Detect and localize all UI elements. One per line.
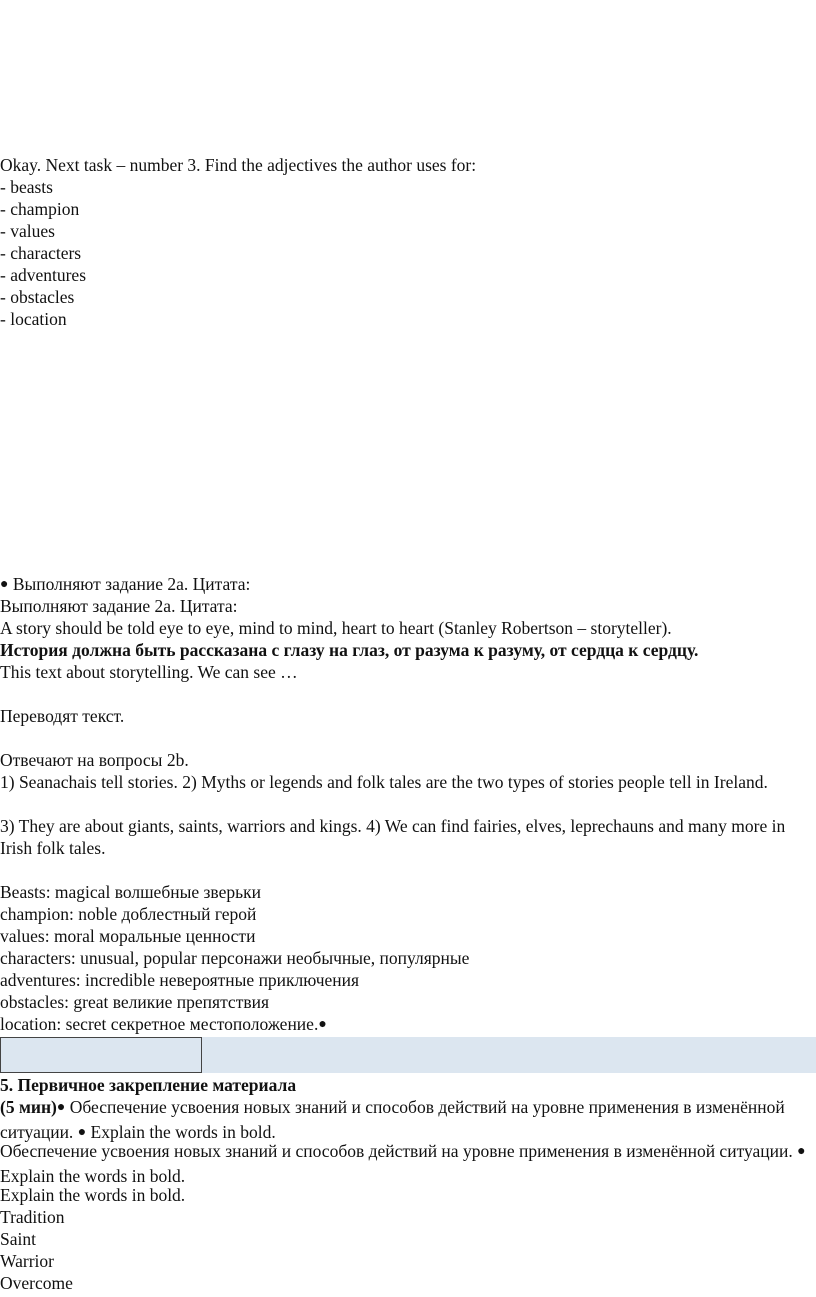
adjective-line-last <box>0 1013 327 1038</box>
paragraph-text: Обеспечение усвоения новых знаний и способов действий на уровне применения в изменённой ситуации. <box>0 1097 785 1142</box>
text-about: This text about storytelling. We can see … <box>0 662 298 682</box>
table-cell <box>0 1037 202 1073</box>
task-repeat: Выполняют задание 2a. Цитата: <box>0 596 238 616</box>
task-item: - characters <box>0 243 82 263</box>
adjective-line: adventures: incredible невероятные приключения <box>0 970 360 990</box>
explain-line: Explain the words in bold. <box>0 1185 186 1205</box>
adjective-line: Beasts: magical волшебные зверьки <box>0 882 261 902</box>
adjective-line: obstacles: great великие препятствия <box>0 992 270 1012</box>
bullet-icon: ● <box>797 1144 806 1159</box>
bullet-icon: ● <box>318 1017 327 1032</box>
adjective-line: characters: unusual, popular персонажи необычные, популярные <box>0 948 470 968</box>
section5-paragraph <box>0 1140 812 1187</box>
word-item: Saint <box>0 1229 36 1249</box>
adjective-line: champion: noble доблестный герой <box>0 904 257 924</box>
answers-heading: Отвечают на вопросы 2b. <box>0 750 189 770</box>
adjective-text: location: secret секретное местоположение. <box>0 1014 319 1034</box>
task-item: - values <box>0 221 55 241</box>
paragraph-text: Explain the words in bold. <box>86 1122 276 1142</box>
answers-paragraph: 3) They are about giants, saints, warriors and kings. 4) We can find fairies, elves, leprechauns and many more in Irish folk tales. <box>0 816 786 858</box>
bullet-icon: ● <box>0 577 9 592</box>
paragraph-text: Explain the words in bold. <box>0 1166 186 1186</box>
translate-line: Переводят текст. <box>0 706 125 726</box>
quote-english: A story should be told eye to eye, mind to mind, heart to heart (Stanley Robertson – storyteller). <box>0 618 672 638</box>
task-intro: Okay. Next task – number 3. Find the adjectives the author uses for: <box>0 155 477 175</box>
paragraph-text: Обеспечение усвоения новых знаний и способов действий на уровне применения в изменённой ситуации. <box>0 1141 798 1161</box>
answers-paragraph: 1) Seanachais tell stories. 2) Myths or legends and folk tales are the two types of stories people tell in Ireland. <box>0 772 768 792</box>
task-item: - location <box>0 309 67 329</box>
bullet-icon: ● <box>56 1100 66 1115</box>
section5-paragraph <box>0 1096 812 1146</box>
adjective-line: values: moral моральные ценности <box>0 926 256 946</box>
quote-russian: История должна быть рассказана с глазу на глаз, от разума к разуму, от сердца к сердцу. <box>0 640 699 660</box>
word-item: Tradition <box>0 1207 65 1227</box>
task-item: - champion <box>0 199 80 219</box>
table-band <box>0 1037 816 1073</box>
bullet-text: Выполняют задание 2a. Цитата: <box>8 574 251 594</box>
duration-label: (5 мин) <box>0 1097 57 1117</box>
section-title: 5. Первичное закрепление материала <box>0 1075 297 1095</box>
word-item: Warrior <box>0 1251 54 1271</box>
word-item: Overcome <box>0 1273 73 1293</box>
task-item: - adventures <box>0 265 87 285</box>
task-item: - beasts <box>0 177 53 197</box>
bullet-icon: ● <box>77 1125 87 1140</box>
task-item: - obstacles <box>0 287 75 307</box>
